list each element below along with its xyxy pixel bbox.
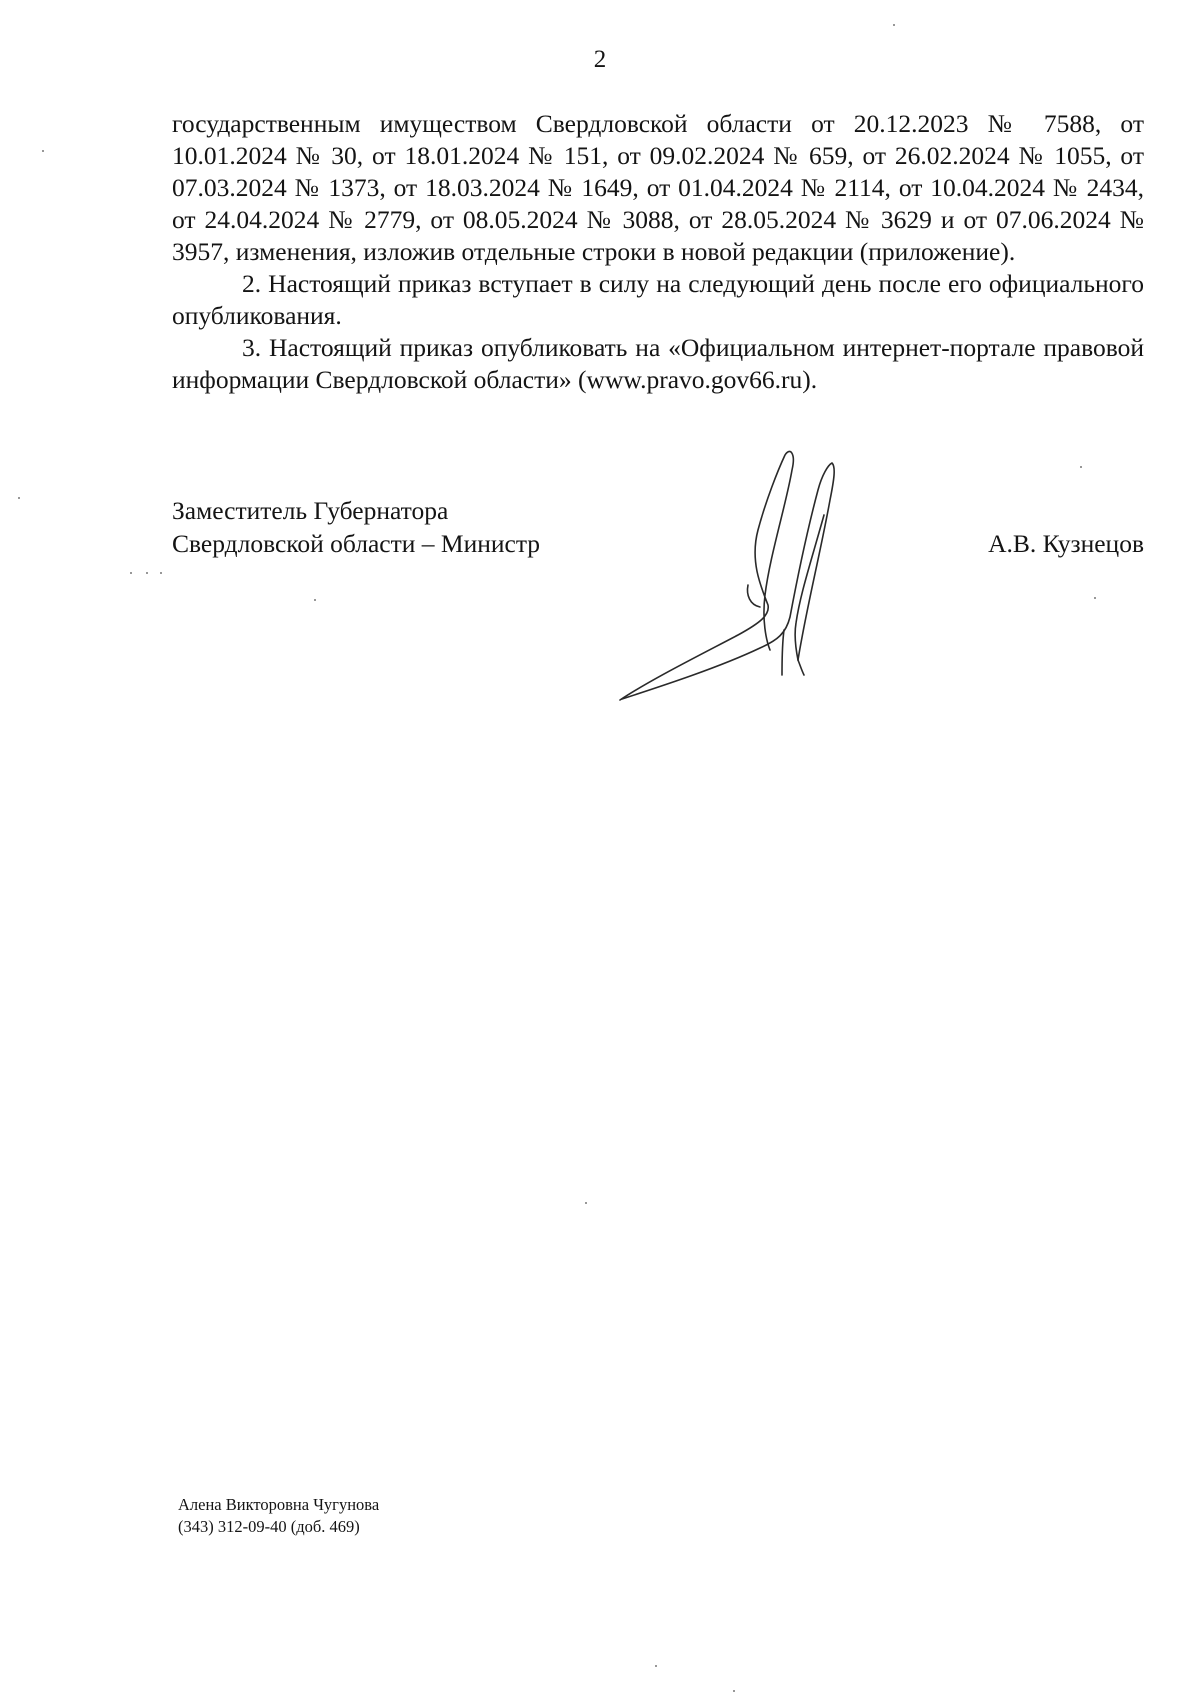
- scan-speck: [585, 1202, 587, 1204]
- signatory-name: А.В. Кузнецов: [988, 529, 1144, 558]
- paragraph-3: 3. Настоящий приказ опубликовать на «Официальном интернет-портале правовой информации Свердловской области» (www.pravo.gov66.ru).: [172, 333, 1144, 394]
- executor-info: [178, 1494, 379, 1538]
- signatory-title-line-1: Заместитель Губернатора: [172, 496, 449, 525]
- scan-speck: [18, 497, 20, 499]
- executor-phone: (343) 312-09-40 (доб. 469): [178, 1517, 360, 1536]
- paragraph-2: 2. Настоящий приказ вступает в силу на следующий день после его официального опубликования.: [172, 269, 1144, 330]
- scan-speck: [655, 1665, 657, 1667]
- scan-speck: [314, 599, 316, 601]
- document-body: [172, 108, 1144, 396]
- scan-speck: [733, 1690, 735, 1692]
- scan-speck: [893, 24, 895, 26]
- signatory-title: [172, 494, 540, 560]
- scan-speck: [42, 150, 44, 152]
- handwritten-signature: [610, 445, 870, 715]
- scan-speck: [1080, 466, 1082, 468]
- scan-speck: [146, 572, 148, 574]
- scan-speck: [1094, 597, 1096, 599]
- signatory-title-line-2: Свердловской области – Министр: [172, 529, 541, 558]
- page-number: 2: [593, 46, 607, 73]
- scan-speck: [130, 572, 132, 574]
- scan-speck: [160, 572, 162, 574]
- executor-name: Алена Викторовна Чугунова: [178, 1495, 380, 1514]
- paragraph-1: государственным имуществом Свердловской области от 20.12.2023 № 7588, от 10.01.2024 № 30, от 18.01.2024 № 151, от 09.02.2024 № 659, от 26.02.2024 № 1055, от 07.03.2024 № 1373, от 18.03.2024 № 1649, от 01.04.2024 № 2114, от 10.04.2024 № 2434, от 24.04.2024 № 2779, от 08.05.2024 № 3088, от 28.05.2024 № 3629 и от 07.06.2024 № 3957, изменения, изложив отдельные строки в новой редакции (приложение).: [172, 109, 1144, 266]
